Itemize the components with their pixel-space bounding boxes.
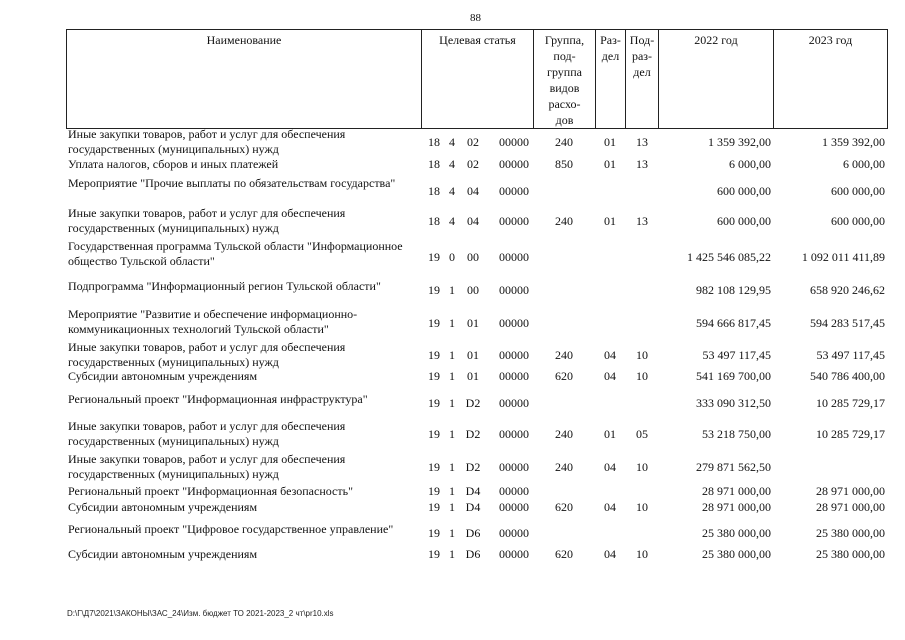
cell-b: 0 — [449, 250, 455, 264]
cell-v2022: 1 425 546 085,22 — [687, 250, 771, 264]
row-name: Иные закупки товаров, работ и услуг для обеспечения государственных (муниципальных) нужд — [68, 419, 346, 448]
cell-v2023: 594 283 517,45 — [810, 316, 885, 330]
cell-d: 00000 — [499, 547, 529, 561]
cell-a: 19 — [428, 547, 440, 561]
cell-grp: 620 — [555, 547, 573, 561]
cell-grp: 240 — [555, 460, 573, 474]
cell-b: 1 — [449, 460, 455, 474]
cell-d: 00000 — [499, 214, 529, 228]
row-name: Субсидии автономным учреждениям — [68, 369, 258, 383]
cell-sub: 13 — [636, 157, 648, 171]
cell-c: D2 — [465, 396, 481, 410]
table-row — [66, 522, 888, 544]
cell-c: 02 — [467, 135, 479, 149]
cell-d: 00000 — [499, 316, 529, 330]
cell-d: 00000 — [499, 283, 529, 297]
cell-a: 19 — [428, 283, 440, 297]
cell-b: 4 — [449, 184, 455, 198]
cell-v2023: 28 971 000,00 — [816, 500, 885, 514]
cell-c: 01 — [467, 348, 479, 362]
file-path-footer: D:\Г\Д7\2021\ЗАКОНЫ\ЗАС_24\Изм. бюджет ТО 2021-2023_2 чт\pr10.xls — [67, 609, 334, 618]
cell-d: 00000 — [499, 348, 529, 362]
cell-a: 19 — [428, 427, 440, 441]
cell-sec: 04 — [604, 348, 616, 362]
header-section: Раз- дел — [595, 30, 625, 128]
cell-grp: 620 — [555, 369, 573, 383]
cell-b: 1 — [449, 484, 455, 498]
table-row — [66, 500, 888, 518]
table-row — [66, 239, 888, 275]
cell-v2022: 6 000,00 — [729, 157, 771, 171]
cell-v2023: 600 000,00 — [831, 184, 885, 198]
cell-a: 19 — [428, 484, 440, 498]
cell-b: 1 — [449, 316, 455, 330]
cell-v2023: 658 920 246,62 — [810, 283, 885, 297]
cell-d: 00000 — [499, 484, 529, 498]
cell-b: 1 — [449, 348, 455, 362]
cell-v2023: 6 000,00 — [843, 157, 885, 171]
row-name: Иные закупки товаров, работ и услуг для обеспечения государственных (муниципальных) нужд — [68, 452, 346, 481]
cell-grp: 240 — [555, 214, 573, 228]
cell-grp: 240 — [555, 135, 573, 149]
cell-grp: 620 — [555, 500, 573, 514]
cell-c: 04 — [467, 184, 479, 198]
cell-a: 19 — [428, 250, 440, 264]
header-target: Целевая статья — [421, 30, 533, 128]
cell-c: 01 — [467, 316, 479, 330]
cell-v2022: 25 380 000,00 — [702, 526, 771, 540]
row-name: Региональный проект "Информационная безопасность" — [68, 484, 353, 498]
cell-v2022: 600 000,00 — [717, 214, 771, 228]
cell-d: 00000 — [499, 396, 529, 410]
table-row — [66, 307, 888, 339]
cell-c: 02 — [467, 157, 479, 171]
cell-c: D6 — [465, 526, 481, 540]
cell-c: D6 — [465, 547, 481, 561]
cell-c: 04 — [467, 214, 479, 228]
table-row — [66, 157, 888, 175]
cell-v2022: 541 169 700,00 — [696, 369, 771, 383]
cell-b: 1 — [449, 427, 455, 441]
cell-v2022: 594 666 817,45 — [696, 316, 771, 330]
table-row — [66, 127, 888, 157]
cell-b: 1 — [449, 547, 455, 561]
cell-a: 19 — [428, 500, 440, 514]
table-row — [66, 419, 888, 449]
cell-c: D4 — [465, 484, 481, 498]
cell-sub: 05 — [636, 427, 648, 441]
table-row — [66, 369, 888, 389]
cell-sec: 01 — [604, 157, 616, 171]
cell-sub: 10 — [636, 369, 648, 383]
cell-b: 1 — [449, 500, 455, 514]
cell-v2022: 28 971 000,00 — [702, 500, 771, 514]
cell-sec: 04 — [604, 460, 616, 474]
cell-a: 19 — [428, 396, 440, 410]
cell-d: 00000 — [499, 460, 529, 474]
cell-v2023: 25 380 000,00 — [816, 547, 885, 561]
cell-d: 00000 — [499, 157, 529, 171]
row-name: Уплата налогов, сборов и иных платежей — [68, 157, 279, 171]
cell-v2023: 10 285 729,17 — [816, 396, 885, 410]
cell-v2023: 600 000,00 — [831, 214, 885, 228]
row-name: Субсидии автономным учреждениям — [68, 547, 258, 561]
cell-sub: 13 — [636, 214, 648, 228]
row-name: Подпрограмма "Информационный регион Тульской области" — [68, 279, 381, 293]
cell-sub: 13 — [636, 135, 648, 149]
cell-d: 00000 — [499, 500, 529, 514]
cell-a: 19 — [428, 316, 440, 330]
cell-v2023: 28 971 000,00 — [816, 484, 885, 498]
cell-d: 00000 — [499, 184, 529, 198]
table-row — [66, 452, 888, 482]
cell-b: 4 — [449, 157, 455, 171]
cell-a: 18 — [428, 214, 440, 228]
table-row — [66, 484, 888, 500]
cell-v2023: 1 092 011 411,89 — [801, 250, 885, 264]
cell-a: 18 — [428, 157, 440, 171]
header-group: Группа, под- группа видов расхо- дов — [533, 30, 595, 128]
cell-b: 1 — [449, 526, 455, 540]
cell-d: 00000 — [499, 135, 529, 149]
cell-v2023: 25 380 000,00 — [816, 526, 885, 540]
cell-b: 1 — [449, 283, 455, 297]
cell-a: 18 — [428, 135, 440, 149]
cell-c: D2 — [465, 427, 481, 441]
cell-grp: 850 — [555, 157, 573, 171]
cell-v2022: 53 497 117,45 — [702, 348, 771, 362]
cell-grp: 240 — [555, 348, 573, 362]
header-name: Наименование — [66, 30, 421, 128]
cell-a: 19 — [428, 348, 440, 362]
row-name: Мероприятие "Прочие выплаты по обязательствам государства" — [68, 176, 396, 190]
cell-c: 01 — [467, 369, 479, 383]
cell-v2022: 333 090 312,50 — [696, 396, 771, 410]
cell-v2022: 28 971 000,00 — [702, 484, 771, 498]
cell-c: D2 — [465, 460, 481, 474]
cell-a: 19 — [428, 460, 440, 474]
row-name: Региональный проект "Информационная инфраструктура" — [68, 392, 368, 406]
cell-sub: 10 — [636, 500, 648, 514]
row-name: Иные закупки товаров, работ и услуг для обеспечения государственных (муниципальных) нужд — [68, 340, 346, 369]
cell-d: 00000 — [499, 369, 529, 383]
table-row — [66, 392, 888, 414]
cell-v2022: 53 218 750,00 — [702, 427, 771, 441]
header-subsection: Под- раз- дел — [625, 30, 658, 128]
cell-sec: 04 — [604, 500, 616, 514]
page-number: 88 — [470, 12, 481, 24]
table-header — [66, 29, 888, 129]
cell-c: 00 — [467, 250, 479, 264]
row-name: Государственная программа Тульской области "Информационное общество Тульской области" — [68, 239, 403, 268]
cell-b: 4 — [449, 135, 455, 149]
cell-c: 00 — [467, 283, 479, 297]
cell-sec: 01 — [604, 135, 616, 149]
row-name: Мероприятие "Развитие и обеспечение информационно-коммуникационных технологий Тульской области" — [68, 307, 358, 336]
cell-v2023: 53 497 117,45 — [816, 348, 885, 362]
cell-a: 19 — [428, 526, 440, 540]
cell-v2022: 1 359 392,00 — [708, 135, 771, 149]
row-name: Региональный проект "Цифровое государственное управление" — [68, 522, 394, 536]
cell-a: 19 — [428, 369, 440, 383]
cell-c: D4 — [465, 500, 481, 514]
header-2023: 2023 год — [773, 30, 888, 128]
cell-d: 00000 — [499, 526, 529, 540]
cell-b: 1 — [449, 396, 455, 410]
cell-v2022: 982 108 129,95 — [696, 283, 771, 297]
cell-v2023: 1 359 392,00 — [822, 135, 885, 149]
table-row — [66, 547, 888, 567]
cell-b: 4 — [449, 214, 455, 228]
row-name: Иные закупки товаров, работ и услуг для обеспечения государственных (муниципальных) нужд — [68, 127, 346, 156]
cell-sec: 04 — [604, 547, 616, 561]
cell-sub: 10 — [636, 460, 648, 474]
cell-v2022: 279 871 562,50 — [696, 460, 771, 474]
cell-v2022: 600 000,00 — [717, 184, 771, 198]
table-row — [66, 279, 888, 301]
cell-sec: 04 — [604, 369, 616, 383]
row-name: Иные закупки товаров, работ и услуг для обеспечения государственных (муниципальных) нужд — [68, 206, 346, 235]
cell-v2023: 540 786 400,00 — [810, 369, 885, 383]
cell-sec: 01 — [604, 214, 616, 228]
cell-v2022: 25 380 000,00 — [702, 547, 771, 561]
cell-d: 00000 — [499, 427, 529, 441]
cell-grp: 240 — [555, 427, 573, 441]
cell-sub: 10 — [636, 547, 648, 561]
cell-sub: 10 — [636, 348, 648, 362]
header-2022: 2022 год — [658, 30, 773, 128]
cell-b: 1 — [449, 369, 455, 383]
table-row — [66, 206, 888, 236]
cell-sec: 01 — [604, 427, 616, 441]
row-name: Субсидии автономным учреждениям — [68, 500, 258, 514]
table-row — [66, 340, 888, 370]
cell-a: 18 — [428, 184, 440, 198]
table-row — [66, 176, 888, 206]
cell-d: 00000 — [499, 250, 529, 264]
cell-v2023: 10 285 729,17 — [816, 427, 885, 441]
